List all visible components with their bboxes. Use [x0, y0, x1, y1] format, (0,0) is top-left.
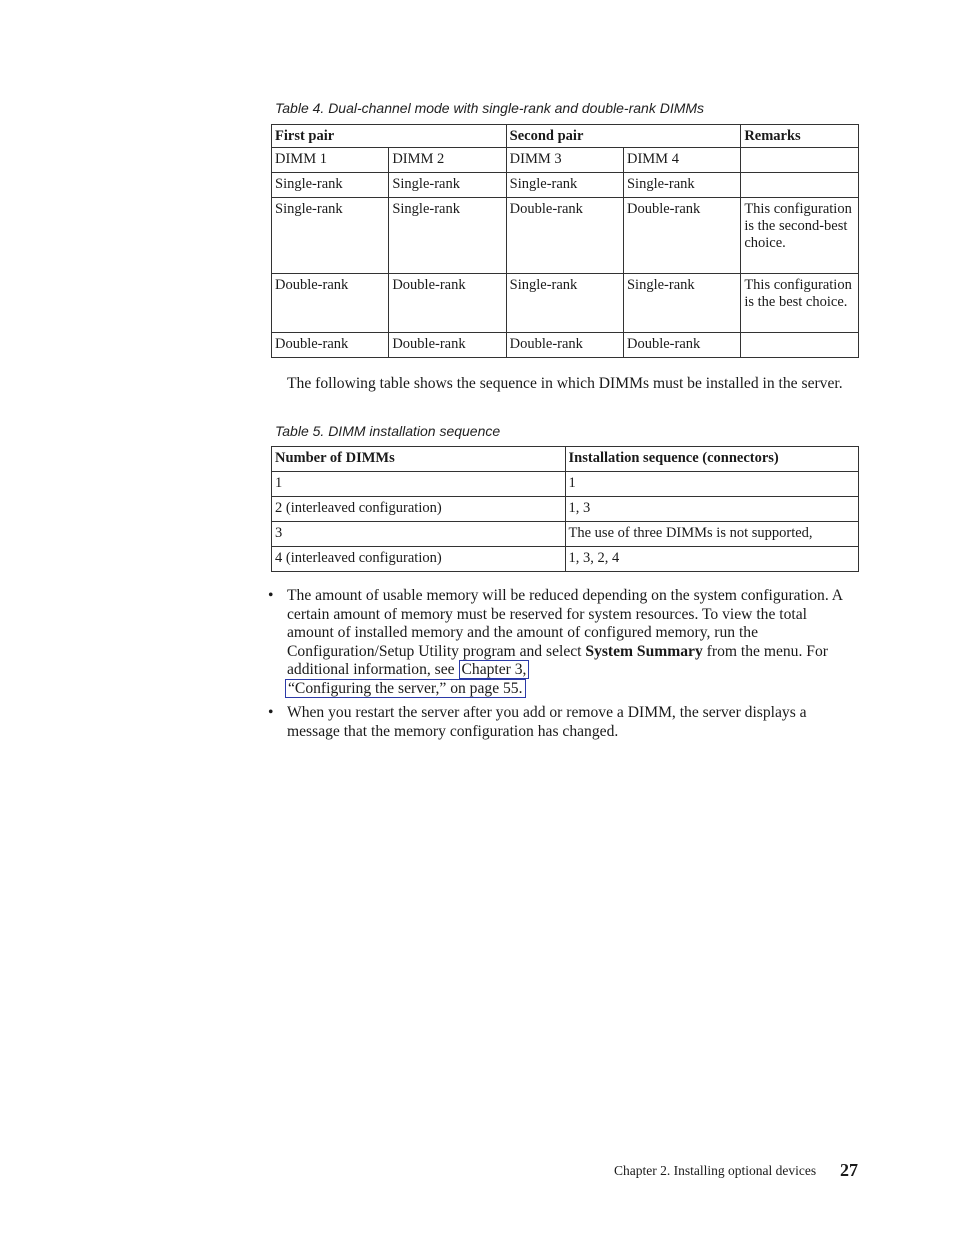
- table-cell: The use of three DIMMs is not supported,: [565, 522, 858, 547]
- header-installation-sequence: Installation sequence (connectors): [565, 447, 858, 472]
- table4: [271, 124, 859, 358]
- footer-chapter: Chapter 2. Installing optional devices: [614, 1163, 817, 1178]
- table-cell: 4 (interleaved configuration): [272, 547, 566, 572]
- table-row: [272, 547, 859, 572]
- table-cell: Single-rank: [623, 173, 740, 198]
- table-cell: [741, 333, 859, 358]
- table-cell: Double-rank: [506, 198, 623, 274]
- table-cell: This configuration is the second-best choice.: [741, 198, 859, 274]
- table-cell: 1, 3, 2, 4: [565, 547, 858, 572]
- table-cell: Double-rank: [272, 274, 389, 333]
- table-cell: Double-rank: [623, 333, 740, 358]
- table-cell: Double-rank: [506, 333, 623, 358]
- table-cell: 1, 3: [565, 497, 858, 522]
- table-row: [272, 148, 859, 173]
- configuring-server-link[interactable]: “Configuring the server,” on page 55.: [285, 679, 526, 698]
- table-cell: Double-rank: [272, 333, 389, 358]
- table4-caption: Table 4. Dual-channel mode with single-rank and double-rank DIMMs: [275, 100, 705, 116]
- table-row: [272, 497, 859, 522]
- system-summary-label: System Summary: [585, 642, 703, 660]
- table-row: [272, 522, 859, 547]
- chapter-3-link[interactable]: Chapter 3,: [459, 660, 530, 679]
- table-cell: Single-rank: [623, 274, 740, 333]
- table-cell: Single-rank: [506, 274, 623, 333]
- bullet-marker: •: [268, 704, 274, 721]
- table5-caption: Table 5. DIMM installation sequence: [275, 423, 501, 439]
- table-cell: This configuration is the best choice.: [741, 274, 859, 333]
- table-cell: [741, 173, 859, 198]
- header-first-pair: First pair: [272, 125, 507, 148]
- table-cell: [741, 148, 859, 173]
- bullet-marker: •: [268, 587, 274, 604]
- table-cell: Single-rank: [389, 173, 506, 198]
- table-cell: Single-rank: [272, 198, 389, 274]
- table-cell: 3: [272, 522, 566, 547]
- bullet-text: from the menu. For additional information, see: [287, 642, 828, 678]
- bullet-restart-note: When you restart the server after you add or remove a DIMM, the server displays a message that the memory configuration has changed.: [287, 704, 807, 740]
- page-number: 27: [840, 1160, 858, 1180]
- table-cell: 1: [565, 472, 858, 497]
- table-cell: DIMM 3: [506, 148, 623, 173]
- table-row: [272, 472, 859, 497]
- table-row: [272, 173, 859, 198]
- table-cell: Double-rank: [389, 333, 506, 358]
- intro-paragraph: The following table shows the sequence in which DIMMs must be installed in the server.: [287, 375, 843, 392]
- header-number-of-dimms: Number of DIMMs: [272, 447, 566, 472]
- header-remarks: Remarks: [741, 125, 859, 148]
- table-cell: Single-rank: [389, 198, 506, 274]
- table-cell: Single-rank: [506, 173, 623, 198]
- table-cell: Double-rank: [389, 274, 506, 333]
- table-row: [272, 333, 859, 358]
- table-cell: Single-rank: [272, 173, 389, 198]
- table-row: [272, 274, 859, 333]
- bullet-text: The amount of usable memory will be reduced depending on the system configuration. A certain amount of memory must be reserved for system resources. To view the total amount of installed memory and the amount of configured memory, run the Configuration/Setup Utility program and select: [287, 587, 843, 660]
- header-second-pair: Second pair: [506, 125, 741, 148]
- table-cell: Double-rank: [623, 198, 740, 274]
- table-cell: DIMM 2: [389, 148, 506, 173]
- table-row: [272, 198, 859, 274]
- table5: [271, 446, 859, 572]
- table-cell: DIMM 1: [272, 148, 389, 173]
- table-cell: DIMM 4: [623, 148, 740, 173]
- table-cell: 1: [272, 472, 566, 497]
- table-cell: 2 (interleaved configuration): [272, 497, 566, 522]
- bullet-memory-note: [287, 587, 847, 698]
